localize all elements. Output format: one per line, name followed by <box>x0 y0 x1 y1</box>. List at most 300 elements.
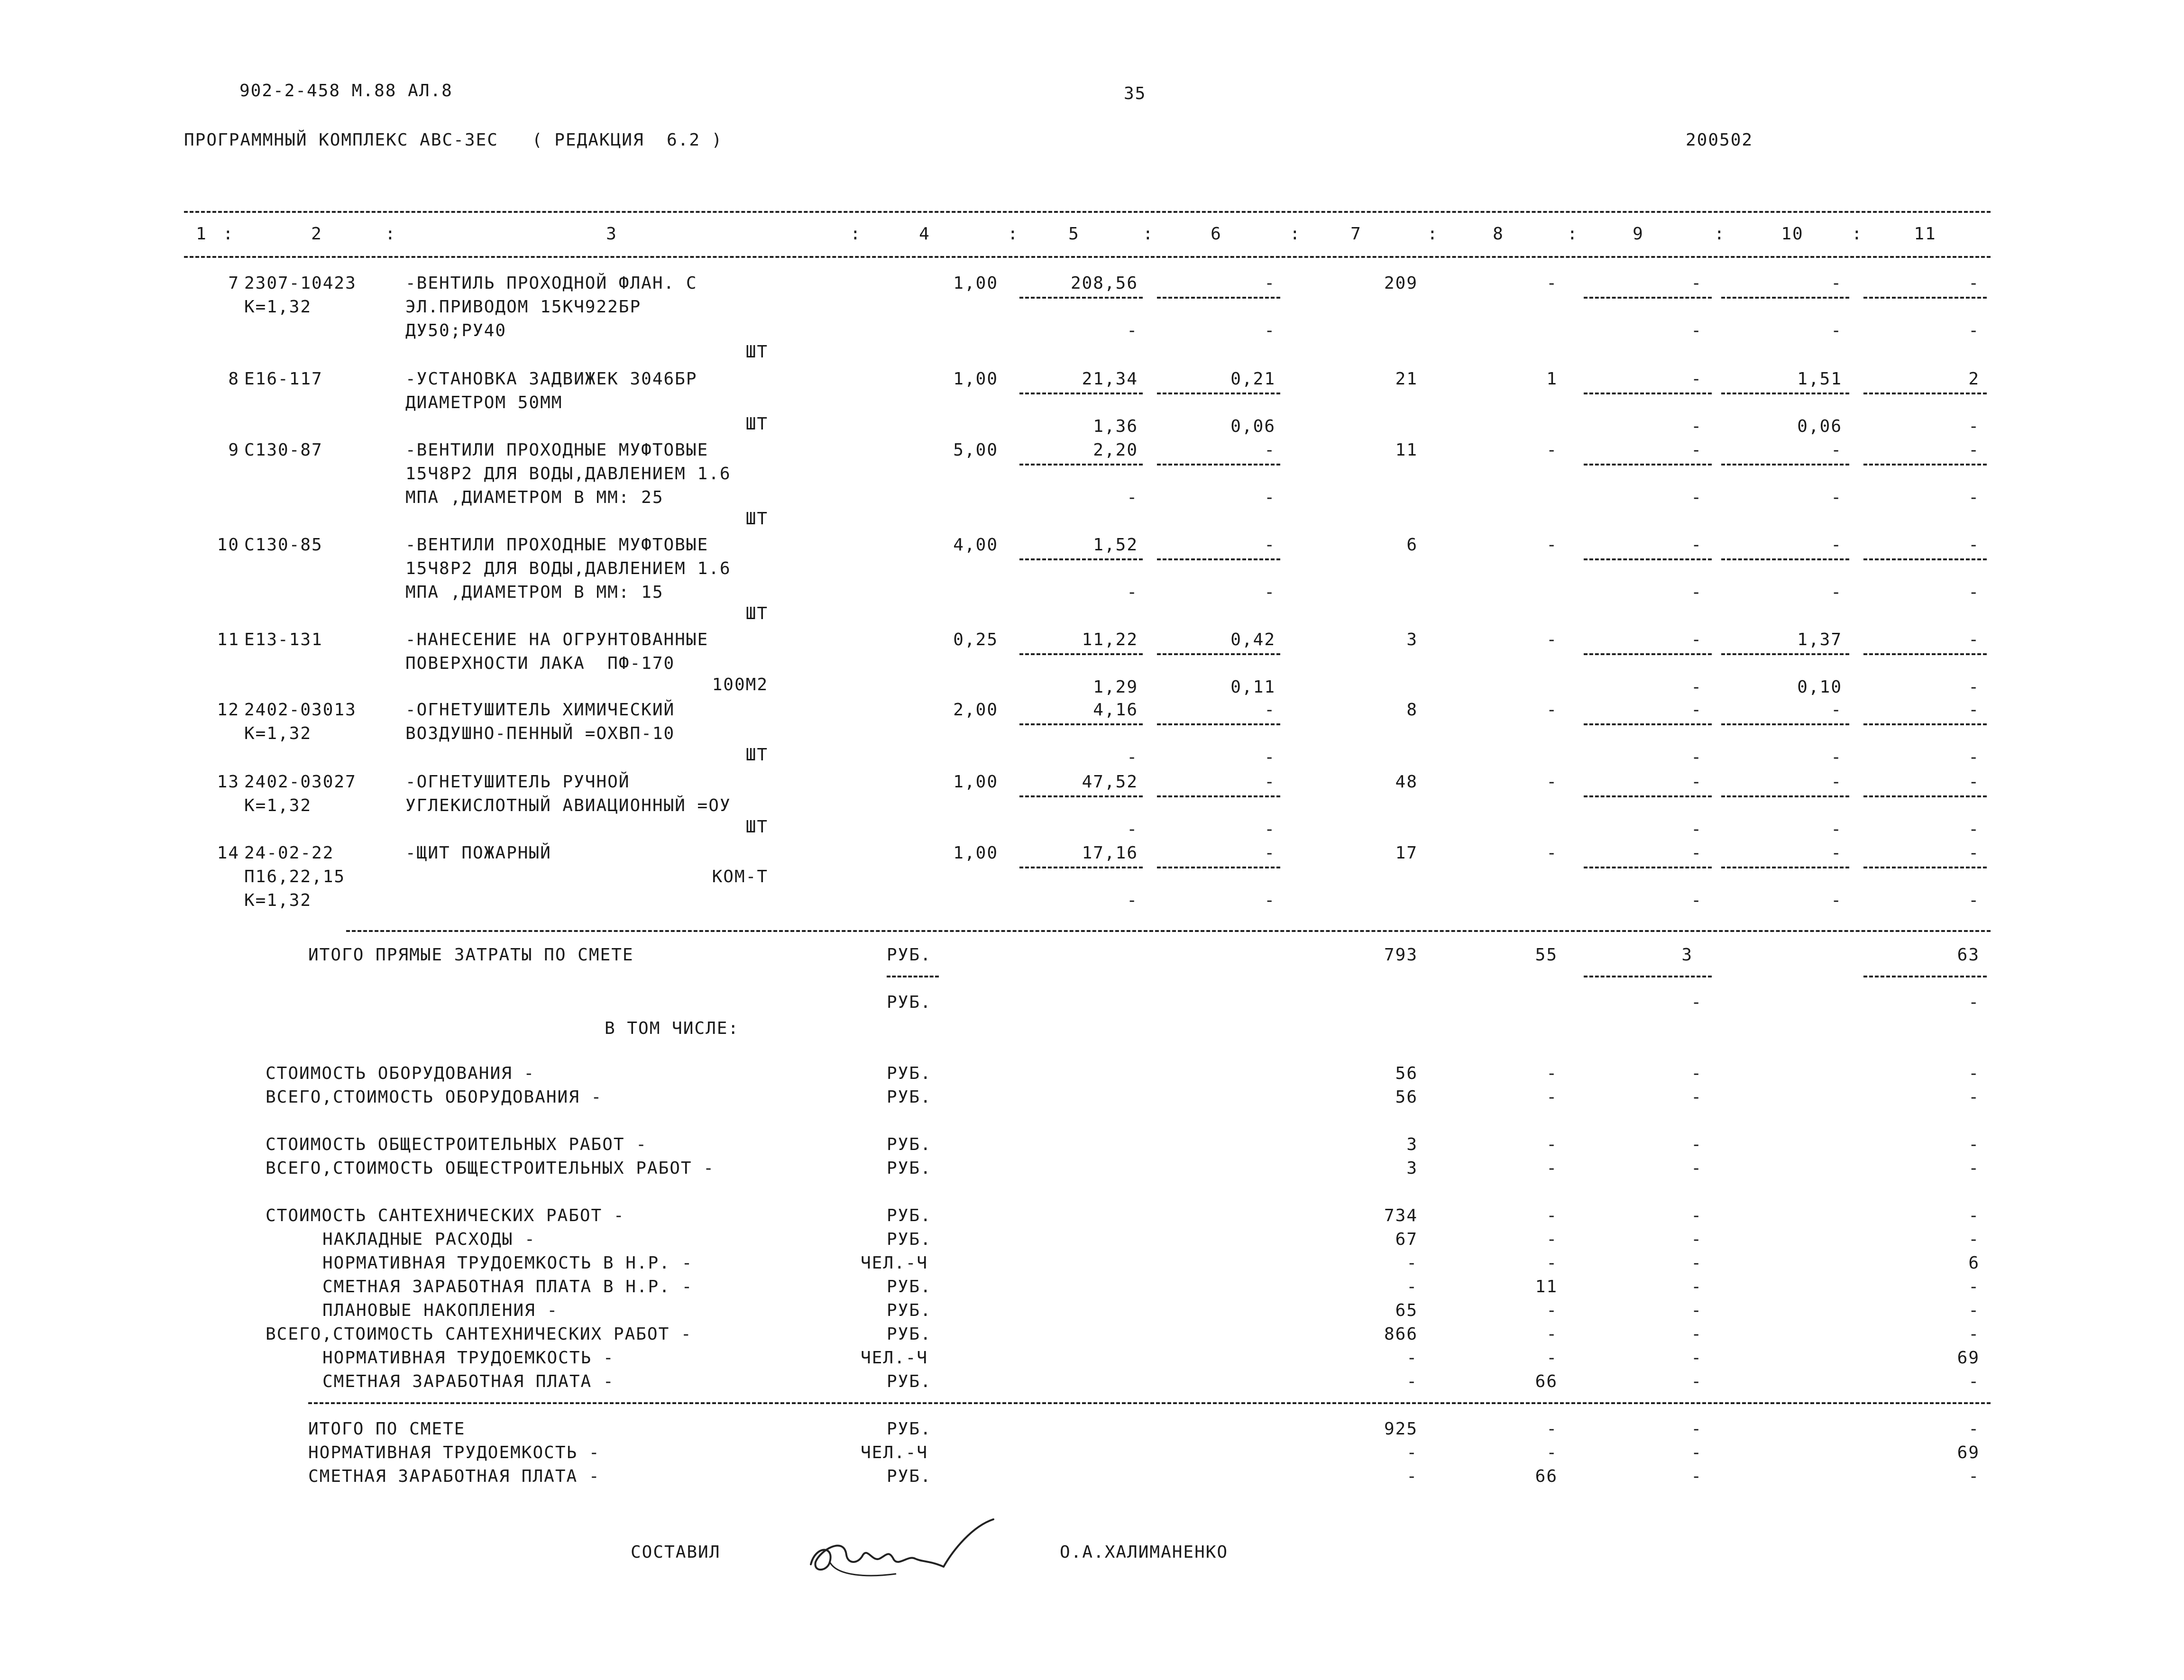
row-total: 48 <box>1395 772 1418 792</box>
column-header-6: 6 <box>1211 224 1222 244</box>
row-number: 14 <box>217 843 239 863</box>
summary-col9: - <box>1691 1087 1702 1107</box>
summary-col9: - <box>1691 1230 1702 1249</box>
summary-unit: РУБ. <box>887 1135 932 1154</box>
cell-separator <box>1157 558 1280 560</box>
row-name: 15Ч8Р2 ДЛЯ ВОДЫ,ДАВЛЕНИЕМ 1.6 <box>405 559 731 578</box>
column-separator: : <box>850 224 862 244</box>
row-unit-price-sub: 1,29 <box>1093 677 1138 697</box>
row-unit-price: 21,34 <box>1082 369 1138 389</box>
row-col6-sub: - <box>1264 820 1276 839</box>
summary-unit: РУБ. <box>887 1324 932 1344</box>
summary-col9: - <box>1691 1135 1702 1154</box>
row-unit-price-sub: - <box>1127 820 1138 839</box>
row-quantity: 5,00 <box>953 440 998 460</box>
row-col9: - <box>1691 535 1702 555</box>
grand-total-col11: - <box>1968 1467 1980 1486</box>
column-separator: : <box>385 224 396 244</box>
row-col11-sub: - <box>1968 748 1980 767</box>
row-total: 8 <box>1406 700 1418 720</box>
row-name: УГЛЕКИСЛОТНЫЙ АВИАЦИОННЫЙ =ОУ <box>405 796 731 815</box>
row-quantity: 1,00 <box>953 772 998 792</box>
row-col6: - <box>1264 535 1276 555</box>
row-col9: - <box>1691 630 1702 649</box>
row-number: 8 <box>228 369 239 389</box>
row-col9: - <box>1691 843 1702 863</box>
row-col9: - <box>1691 440 1702 460</box>
cell-separator <box>1157 795 1280 797</box>
row-col11: - <box>1968 440 1980 460</box>
cell-separator <box>1019 393 1143 394</box>
grand-total-col8: 66 <box>1535 1467 1558 1486</box>
summary-col8: - <box>1546 1135 1558 1154</box>
total-direct-col9-sub: - <box>1691 993 1702 1012</box>
cell-separator <box>1584 976 1712 977</box>
row-col8: 1 <box>1546 369 1558 389</box>
row-quantity: 1,00 <box>953 274 998 293</box>
row-col6: 0,21 <box>1230 369 1276 389</box>
row-unit: ШТ <box>745 342 768 362</box>
summary-label: НАКЛАДНЫЕ РАСХОДЫ - <box>322 1230 536 1249</box>
row-unit-price: 17,16 <box>1082 843 1138 863</box>
including-label: В ТОМ ЧИСЛЕ: <box>605 1019 740 1038</box>
summary-col7: 65 <box>1395 1301 1418 1320</box>
summary-col11: - <box>1968 1372 1980 1391</box>
summary-col9: - <box>1691 1348 1702 1368</box>
row-name: ПОВЕРХНОСТИ ЛАКА ПФ-170 <box>405 654 675 673</box>
column-header-11: 11 <box>1914 224 1936 244</box>
row-col11-sub: - <box>1968 321 1980 340</box>
cell-separator <box>1863 976 1987 977</box>
row-col9-sub: - <box>1691 748 1702 767</box>
unit-separator <box>887 976 939 977</box>
summary-unit: РУБ. <box>887 1064 932 1083</box>
row-total: 6 <box>1406 535 1418 555</box>
row-name: -ЩИТ ПОЖАРНЫЙ <box>405 843 551 863</box>
cell-separator <box>1584 558 1712 560</box>
total-direct-col7: 793 <box>1384 945 1418 965</box>
cell-separator <box>1157 464 1280 466</box>
page-number: 35 <box>1124 84 1147 103</box>
row-name: 15Ч8Р2 ДЛЯ ВОДЫ,ДАВЛЕНИЕМ 1.6 <box>405 464 731 484</box>
summary-col11: - <box>1968 1230 1980 1249</box>
total-direct-col11-sub: - <box>1968 993 1980 1012</box>
row-col10-sub: - <box>1831 321 1842 340</box>
items-bottom-rule <box>346 930 1991 932</box>
row-col6-sub: 0,11 <box>1230 677 1276 697</box>
grand-total-col7: - <box>1406 1467 1418 1486</box>
summary-col11: - <box>1968 1135 1980 1154</box>
grand-total-col7: - <box>1406 1443 1418 1462</box>
row-name: МПА ,ДИАМЕТРОМ В ММ: 25 <box>405 488 664 507</box>
row-code: Е13-131 <box>244 630 323 649</box>
grand-total-col9: - <box>1691 1443 1702 1462</box>
summary-col9: - <box>1691 1277 1702 1297</box>
row-code: 24-02-22 <box>244 843 334 863</box>
row-col10-sub: - <box>1831 820 1842 839</box>
summary-label: СТОИМОСТЬ САНТЕХНИЧЕСКИХ РАБОТ - <box>266 1206 625 1225</box>
cell-separator <box>1584 867 1712 868</box>
summary-col11: 6 <box>1968 1253 1980 1273</box>
row-col6-sub: - <box>1264 321 1276 340</box>
cell-separator <box>1863 393 1987 394</box>
row-unit: ШТ <box>745 604 768 623</box>
column-separator: : <box>1008 224 1019 244</box>
cell-separator <box>1721 867 1849 868</box>
summary-label: СМЕТНАЯ ЗАРАБОТНАЯ ПЛАТА - <box>322 1372 615 1391</box>
column-header-8: 8 <box>1493 224 1504 244</box>
row-col10: - <box>1831 440 1842 460</box>
row-name: -ВЕНТИЛИ ПРОХОДНЫЕ МУФТОВЫЕ <box>405 440 709 460</box>
summary-col8: - <box>1546 1159 1558 1178</box>
summary-col7: - <box>1406 1277 1418 1297</box>
summary-label: ВСЕГО,СТОИМОСТЬ ОБЩЕСТРОИТЕЛЬНЫХ РАБОТ - <box>266 1159 715 1178</box>
cell-separator <box>1863 297 1987 299</box>
row-unit-price: 11,22 <box>1082 630 1138 649</box>
row-total: 17 <box>1395 843 1418 863</box>
cell-separator <box>1863 558 1987 560</box>
summary-col7: 734 <box>1384 1206 1418 1225</box>
summary-label: ВСЕГО,СТОИМОСТЬ ОБОРУДОВАНИЯ - <box>266 1087 603 1107</box>
summary-col8: - <box>1546 1301 1558 1320</box>
cell-separator <box>1019 795 1143 797</box>
summary-unit: РУБ. <box>887 1372 932 1391</box>
summary-col8: - <box>1546 1253 1558 1273</box>
row-name: -ВЕНТИЛИ ПРОХОДНЫЕ МУФТОВЫЕ <box>405 535 709 555</box>
program-code: 200502 <box>1686 130 1753 150</box>
row-quantity: 1,00 <box>953 369 998 389</box>
cell-separator <box>1019 867 1143 868</box>
summary-col7: - <box>1406 1348 1418 1368</box>
row-unit-price-sub: - <box>1127 321 1138 340</box>
row-col8: - <box>1546 843 1558 863</box>
row-name: -УСТАНОВКА ЗАДВИЖЕК 3046БР <box>405 369 697 389</box>
row-code: 2402-03013 <box>244 700 357 720</box>
row-code: 2307-10423 <box>244 274 357 293</box>
row-unit: ШТ <box>745 414 768 434</box>
row-col8: - <box>1546 630 1558 649</box>
summary-col7: 56 <box>1395 1064 1418 1083</box>
row-col11: 2 <box>1968 369 1980 389</box>
cell-separator <box>1157 297 1280 299</box>
summary-unit: РУБ. <box>887 1159 932 1178</box>
summary-col9: - <box>1691 1253 1702 1273</box>
cell-separator <box>1863 653 1987 655</box>
cell-separator <box>1157 653 1280 655</box>
row-code: С130-85 <box>244 535 323 555</box>
compiler-name: О.А.ХАЛИМАНЕНКО <box>1060 1543 1229 1562</box>
grand-total-col9: - <box>1691 1467 1702 1486</box>
row-unit-price: 2,20 <box>1093 440 1138 460</box>
compiled-label: СОСТАВИЛ <box>631 1543 721 1562</box>
summary-col8: 66 <box>1535 1372 1558 1391</box>
summary-col7: 866 <box>1384 1324 1418 1344</box>
row-unit: ШТ <box>745 509 768 529</box>
summary-col7: - <box>1406 1372 1418 1391</box>
summary-col7: - <box>1406 1253 1418 1273</box>
total-direct-unit: РУБ. <box>887 945 932 965</box>
cell-separator <box>1019 723 1143 725</box>
cell-separator <box>1863 723 1987 725</box>
cell-separator <box>1584 653 1712 655</box>
row-name: ВОЗДУШНО-ПЕННЫЙ =ОХВП-10 <box>405 724 675 743</box>
program-title: ПРОГРАММНЫЙ КОМПЛЕКС АВС-3ЕС ( РЕДАКЦИЯ 6.2 ) <box>184 130 723 150</box>
row-col9: - <box>1691 700 1702 720</box>
row-col6: - <box>1264 700 1276 720</box>
row-unit-price: 4,16 <box>1093 700 1138 720</box>
row-unit-price-sub: - <box>1127 891 1138 910</box>
row-col8: - <box>1546 274 1558 293</box>
column-separator: : <box>1143 224 1154 244</box>
cell-separator <box>1584 464 1712 466</box>
summary-col11: - <box>1968 1206 1980 1225</box>
column-separator: : <box>1290 224 1301 244</box>
header-bottom-rule <box>184 256 1991 258</box>
row-name: МПА ,ДИАМЕТРОМ В ММ: 15 <box>405 583 664 602</box>
row-total: 11 <box>1395 440 1418 460</box>
summary-col11: 69 <box>1957 1348 1980 1368</box>
row-col6-sub: 0,06 <box>1230 417 1276 436</box>
row-number: 10 <box>217 535 239 555</box>
row-col9-sub: - <box>1691 891 1702 910</box>
cell-separator <box>1584 723 1712 725</box>
summary-col8: - <box>1546 1230 1558 1249</box>
total-direct-col8: 55 <box>1535 945 1558 965</box>
cell-separator <box>1157 723 1280 725</box>
row-col11-sub: - <box>1968 583 1980 602</box>
row-col8: - <box>1546 772 1558 792</box>
grand-total-unit: ЧЕЛ.-Ч <box>861 1443 928 1462</box>
summary-col8: - <box>1546 1064 1558 1083</box>
row-col11: - <box>1968 274 1980 293</box>
row-col10-sub: 0,06 <box>1797 417 1842 436</box>
summary-col9: - <box>1691 1372 1702 1391</box>
summary-label: СМЕТНАЯ ЗАРАБОТНАЯ ПЛАТА В Н.Р. - <box>322 1277 693 1297</box>
row-col6: - <box>1264 274 1276 293</box>
column-header-5: 5 <box>1068 224 1080 244</box>
row-col11: - <box>1968 843 1980 863</box>
row-col10: 1,51 <box>1797 369 1842 389</box>
column-header-9: 9 <box>1633 224 1644 244</box>
grand-total-col9: - <box>1691 1419 1702 1439</box>
row-col9: - <box>1691 274 1702 293</box>
cell-separator <box>1019 297 1143 299</box>
cell-separator <box>1721 795 1849 797</box>
summary-label: СТОИМОСТЬ ОБОРУДОВАНИЯ - <box>266 1064 535 1083</box>
row-col10: - <box>1831 843 1842 863</box>
summary-col11: - <box>1968 1159 1980 1178</box>
row-col10-sub: - <box>1831 891 1842 910</box>
summary-col8: - <box>1546 1324 1558 1344</box>
row-col10: - <box>1831 700 1842 720</box>
column-header-4: 4 <box>919 224 930 244</box>
row-col11-sub: - <box>1968 677 1980 697</box>
row-col11: - <box>1968 630 1980 649</box>
summary-col11: - <box>1968 1301 1980 1320</box>
row-col9-sub: - <box>1691 321 1702 340</box>
row-name: -ВЕНТИЛЬ ПРОХОДНОЙ ФЛАН. С <box>405 274 697 293</box>
row-total: 209 <box>1384 274 1418 293</box>
row-unit: КОМ-Т <box>712 867 768 886</box>
summary-col8: - <box>1546 1206 1558 1225</box>
row-number: 9 <box>228 440 239 460</box>
cell-separator <box>1721 653 1849 655</box>
grand-total-unit: РУБ. <box>887 1467 932 1486</box>
row-col10: 1,37 <box>1797 630 1842 649</box>
row-col10: - <box>1831 274 1842 293</box>
grand-total-col11: - <box>1968 1419 1980 1439</box>
summary-col11: - <box>1968 1064 1980 1083</box>
row-quantity: 1,00 <box>953 843 998 863</box>
row-unit: 100М2 <box>712 675 768 694</box>
total-direct-label: ИТОГО ПРЯМЫЕ ЗАТРАТЫ ПО СМЕТЕ <box>308 945 634 965</box>
grand-total-label: СМЕТНАЯ ЗАРАБОТНАЯ ПЛАТА - <box>308 1467 600 1486</box>
cell-separator <box>1019 558 1143 560</box>
cell-separator <box>1863 867 1987 868</box>
row-col9-sub: - <box>1691 820 1702 839</box>
summary-col7: 56 <box>1395 1087 1418 1107</box>
row-col6: - <box>1264 440 1276 460</box>
row-name: ДИАМЕТРОМ 50ММ <box>405 393 563 412</box>
row-col9-sub: - <box>1691 583 1702 602</box>
cell-separator <box>1019 653 1143 655</box>
row-col10-sub: - <box>1831 748 1842 767</box>
summary-label: СТОИМОСТЬ ОБЩЕСТРОИТЕЛЬНЫХ РАБОТ - <box>266 1135 647 1154</box>
row-col6-sub: - <box>1264 488 1276 507</box>
summary-unit: РУБ. <box>887 1230 932 1249</box>
cell-separator <box>1584 795 1712 797</box>
grand-total-label: ИТОГО ПО СМЕТЕ <box>308 1419 466 1439</box>
row-col11: - <box>1968 772 1980 792</box>
grand-total-unit: РУБ. <box>887 1419 932 1439</box>
summary-unit: РУБ. <box>887 1277 932 1297</box>
row-col6: - <box>1264 843 1276 863</box>
row-total: 21 <box>1395 369 1418 389</box>
row-col9: - <box>1691 369 1702 389</box>
cell-separator <box>1157 393 1280 394</box>
summary-col8: - <box>1546 1348 1558 1368</box>
cell-separator <box>1721 393 1849 394</box>
summary-unit: ЧЕЛ.-Ч <box>861 1253 928 1273</box>
total-direct-col11: 63 <box>1957 945 1980 965</box>
document-code: 902-2-458 М.88 АЛ.8 <box>239 81 453 100</box>
row-col11-sub: - <box>1968 820 1980 839</box>
row-unit-price-sub: 1,36 <box>1093 417 1138 436</box>
row-col11: - <box>1968 535 1980 555</box>
summary-label: НОРМАТИВНАЯ ТРУДОЕМКОСТЬ В Н.Р. - <box>322 1253 693 1273</box>
summary-col9: - <box>1691 1064 1702 1083</box>
summary-col11: - <box>1968 1087 1980 1107</box>
cell-separator <box>1157 867 1280 868</box>
cell-separator <box>1721 464 1849 466</box>
signature-image <box>801 1517 1000 1583</box>
summary-col9: - <box>1691 1324 1702 1344</box>
row-unit-price: 47,52 <box>1082 772 1138 792</box>
row-col11: - <box>1968 700 1980 720</box>
row-name: ДУ50;РУ40 <box>405 321 507 340</box>
table-top-rule <box>184 211 1991 213</box>
row-unit-price: 208,56 <box>1070 274 1138 293</box>
cell-separator <box>1863 795 1987 797</box>
summary-col9: - <box>1691 1301 1702 1320</box>
summary-col11: - <box>1968 1324 1980 1344</box>
row-name: -НАНЕСЕНИЕ НА ОГРУНТОВАННЫЕ <box>405 630 709 649</box>
row-code: Е16-117 <box>244 369 323 389</box>
row-name: ЭЛ.ПРИВОДОМ 15КЧ922БР <box>405 297 642 317</box>
cell-separator <box>1721 558 1849 560</box>
column-header-1: 1 <box>196 224 207 244</box>
grand-total-col7: 925 <box>1384 1419 1418 1439</box>
summary-unit: ЧЕЛ.-Ч <box>861 1348 928 1368</box>
column-header-2: 2 <box>311 224 322 244</box>
summary-unit: РУБ. <box>887 1087 932 1107</box>
row-col9-sub: - <box>1691 417 1702 436</box>
row-quantity: 0,25 <box>953 630 998 649</box>
row-col8: - <box>1546 700 1558 720</box>
row-col9-sub: - <box>1691 488 1702 507</box>
row-col10-sub: 0,10 <box>1797 677 1842 697</box>
row-unit-price-sub: - <box>1127 488 1138 507</box>
row-total: 3 <box>1406 630 1418 649</box>
row-code: 2402-03027 <box>244 772 357 792</box>
grand-total-col8: - <box>1546 1419 1558 1439</box>
row-code: К=1,32 <box>244 796 312 815</box>
row-col6-sub: - <box>1264 748 1276 767</box>
row-name: -ОГНЕТУШИТЕЛЬ РУЧНОЙ <box>405 772 630 792</box>
summary-bottom-rule <box>308 1402 1991 1404</box>
cell-separator <box>1019 464 1143 466</box>
column-separator: : <box>223 224 234 244</box>
row-col10: - <box>1831 535 1842 555</box>
summary-col7: 3 <box>1406 1159 1418 1178</box>
row-quantity: 2,00 <box>953 700 998 720</box>
row-unit: ШТ <box>745 817 768 837</box>
row-col8: - <box>1546 440 1558 460</box>
summary-col7: 3 <box>1406 1135 1418 1154</box>
row-col6-sub: - <box>1264 891 1276 910</box>
row-col10-sub: - <box>1831 488 1842 507</box>
row-col11-sub: - <box>1968 488 1980 507</box>
row-col9-sub: - <box>1691 677 1702 697</box>
row-number: 7 <box>228 274 239 293</box>
column-separator: : <box>1427 224 1439 244</box>
row-code: К=1,32 <box>244 724 312 743</box>
row-col6-sub: - <box>1264 583 1276 602</box>
column-header-7: 7 <box>1350 224 1362 244</box>
row-number: 11 <box>217 630 239 649</box>
summary-label: НОРМАТИВНАЯ ТРУДОЕМКОСТЬ - <box>322 1348 615 1368</box>
cell-separator <box>1721 723 1849 725</box>
grand-total-label: НОРМАТИВНАЯ ТРУДОЕМКОСТЬ - <box>308 1443 600 1462</box>
summary-unit: РУБ. <box>887 1301 932 1320</box>
column-header-10: 10 <box>1781 224 1804 244</box>
summary-col8: 11 <box>1535 1277 1558 1297</box>
row-unit-price-sub: - <box>1127 748 1138 767</box>
row-code: К=1,32 <box>244 891 312 910</box>
summary-col11: - <box>1968 1277 1980 1297</box>
total-direct-unit-2: РУБ. <box>887 993 932 1012</box>
cell-separator <box>1721 297 1849 299</box>
row-col11-sub: - <box>1968 417 1980 436</box>
column-separator: : <box>1714 224 1725 244</box>
column-header-3: 3 <box>606 224 617 244</box>
row-col8: - <box>1546 535 1558 555</box>
row-number: 13 <box>217 772 239 792</box>
grand-total-col8: - <box>1546 1443 1558 1462</box>
summary-label: ПЛАНОВЫЕ НАКОПЛЕНИЯ - <box>322 1301 559 1320</box>
row-number: 12 <box>217 700 239 720</box>
grand-total-col11: 69 <box>1957 1443 1980 1462</box>
